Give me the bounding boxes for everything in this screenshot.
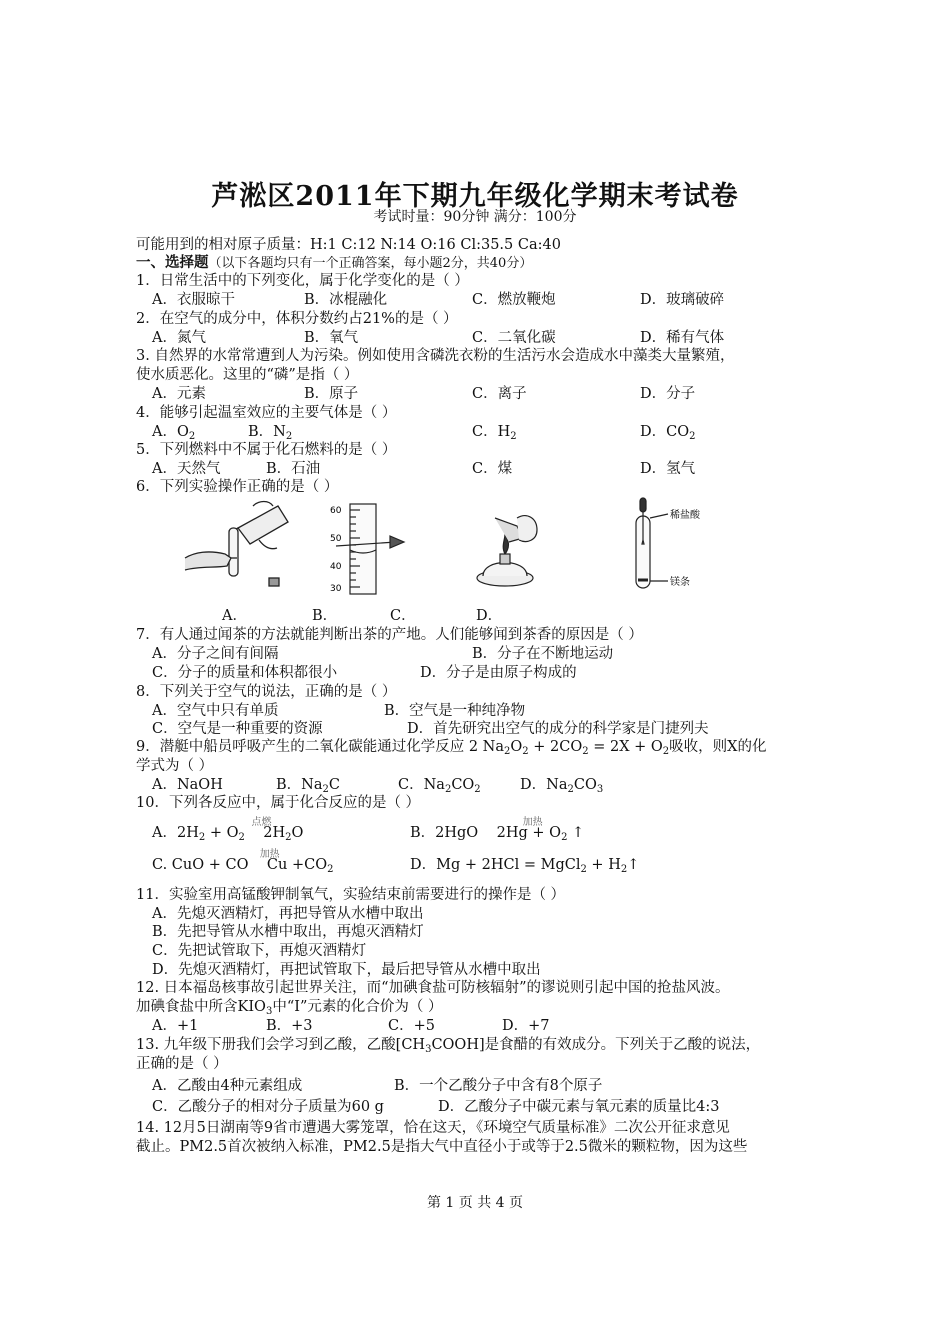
q5-option-b: B．石油 (266, 461, 321, 477)
page-title: 芦淞区2011年下期九年级化学期末考试卷 (211, 181, 739, 212)
q1-option-c: C．燃放鞭炮 (472, 292, 556, 308)
q8-option-b: B．空气是一种纯净物 (384, 703, 526, 719)
q3-stem-line1: 3. 自然界的水常常遭到人为污染。例如使用含磷洗衣粉的生活污水会造成水中藻类大量繁殖， (136, 348, 735, 364)
q7-option-c: C．分子的质量和体积都很小 (152, 665, 338, 681)
q4-option-a: A．$O_2$ (152, 424, 196, 442)
q10-option-d: D．Mg + 2HCl = MgCl$_2$ + $H_2↑$ (410, 857, 640, 875)
q10-option-b: B．2HgO 加热 $2Hg + O_2$ ↑ (410, 824, 584, 842)
q10-a-condition: 点燃 (251, 817, 272, 828)
q7-option-d: D．分子是由原子构成的 (420, 665, 577, 681)
fig-a-pouring-illustration (183, 498, 293, 596)
q3-option-d: D．分子 (640, 386, 696, 402)
q13-option-b: B．一个乙酸分子中含有8个原子 (394, 1078, 603, 1094)
q12-stem-line1: 12. 日本福岛核事故引起世界关注，而“加碘食盐可防核辐射”的谬说则引起中国的抢盐风波。 (136, 980, 730, 996)
q9-stem-line2: 学式为（ ） (136, 758, 214, 774)
q6-option-a: A． (222, 608, 247, 624)
q4-option-c: C．$H_2$ (472, 424, 517, 442)
fig-b-tick-40: 40 (330, 562, 342, 572)
q2-option-b: B．氧气 (304, 330, 359, 346)
section-title: 一、选择题 (136, 254, 209, 271)
fig-c-alcohol-lamp (465, 498, 555, 596)
q9-option-b: B．$Na_2C$ (276, 777, 340, 795)
q8-stem: 8．下列关于空气的说法，正确的是（ ） (136, 684, 397, 700)
q7-option-b: B．分子在不断地运动 (472, 646, 614, 662)
q11-option-d: D．先熄灭酒精灯，再把试管取下，最后把导管从水槽中取出 (152, 962, 541, 978)
q13-option-d: D．乙酸分子中碳元素与氧元素的质量比4:3 (438, 1099, 720, 1115)
q12-option-c: C．+5 (388, 1018, 435, 1034)
q9-option-c: C．$Na_2CO_2$ (398, 777, 481, 795)
fig-b-cylinder-reading (330, 496, 420, 596)
q7-option-a: A．分子之间有间隔 (152, 646, 279, 662)
q13-option-a: A．乙酸由4种元素组成 (152, 1078, 303, 1094)
q10-option-c: C. CuO + CO 加热 $Cu +CO_2$ (152, 856, 333, 874)
q2-option-a: A．氮气 (152, 330, 206, 346)
q13-option-c: C．乙酸分子的相对分子质量为60 g (152, 1099, 384, 1115)
q5-option-a: A．天然气 (152, 461, 221, 477)
q1-stem: 1．日常生活中的下列变化，属于化学变化的是（ ） (136, 273, 469, 289)
q12-option-a: A．+1 (152, 1018, 199, 1034)
page-footer: 第 1 页 共 4 页 (426, 1195, 524, 1211)
q14-stem-line2: 截止。PM2.5首次被纳入标准，PM2.5是指大气中直径小于或等于2.5微米的颗粒物，因为这些 (136, 1139, 748, 1155)
q4-option-d: D．$CO_2$ (640, 424, 696, 442)
q6-stem: 6．下列实验操作正确的是（ ） (136, 479, 339, 495)
q11-stem: 11．实验室用高锰酸钾制氧气，实验结束前需要进行的操作是（ ） (136, 887, 566, 903)
q10-b-condition: 加热 (522, 817, 543, 828)
q6-option-c: C． (390, 608, 416, 624)
fig-d-label-acid: 稀盐酸 (670, 510, 700, 521)
q9-option-a: A．NaOH (152, 777, 223, 793)
q6-figures (175, 496, 735, 606)
q3-stem-line2: 使水质恶化。这里的“磷”是指（ ） (136, 367, 359, 383)
q12-option-b: B．+3 (266, 1018, 313, 1034)
q5-option-d: D．氢气 (640, 461, 696, 477)
q11-option-b: B．先把导管从水槽中取出，再熄灭酒精灯 (152, 924, 424, 940)
q1-option-d: D．玻璃破碎 (640, 292, 725, 308)
q11-option-c: C．先把试管取下，再熄灭酒精灯 (152, 943, 367, 959)
q3-option-a: A．元素 (152, 386, 206, 402)
q1-option-b: B．冰棍融化 (304, 292, 388, 308)
q3-option-b: B．原子 (304, 386, 359, 402)
q10-option-a: A．$2H_2 + O_2$ 点燃 $2H_2O$ (152, 824, 303, 842)
q4-stem: 4．能够引起温室效应的主要气体是（ ） (136, 405, 397, 421)
q2-stem: 2．在空气的成分中，体积分数约占21%的是（ ） (136, 311, 458, 327)
fig-d-test-tube-dropper (620, 496, 730, 596)
q12-option-d: D．+7 (502, 1018, 550, 1034)
atomic-mass-line: 可能用到的相对原子质量：H:1 C:12 N:14 O:16 Cl:35.5 Ca:40 (136, 237, 561, 253)
q4-option-b: B．$N_2$ (248, 424, 293, 442)
fig-d-label-magnesium: 镁条 (670, 577, 690, 588)
q8-option-c: C．空气是一种重要的资源 (152, 721, 323, 737)
q7-stem: 7．有人通过闻茶的方法就能判断出茶的产地。人们能够闻到茶香的原因是（ ） (136, 627, 643, 643)
q10-c-condition: 加热 (259, 849, 280, 860)
q1-option-a: A．衣服晾干 (152, 292, 235, 308)
q2-option-d: D．稀有气体 (640, 330, 725, 346)
q13-stem-line2: 正确的是（ ） (136, 1056, 228, 1072)
q11-option-a: A．先熄灭酒精灯，再把导管从水槽中取出 (152, 906, 424, 922)
q8-option-a: A．空气中只有单质 (152, 703, 279, 719)
q5-option-c: C．煤 (472, 461, 513, 477)
fig-b-tick-30: 30 (330, 584, 342, 594)
q10-stem: 10．下列各反应中，属于化合反应的是（ ） (136, 795, 421, 811)
q14-stem-line1: 14. 12月5日湖南等9省市遭遇大雾笼罩，恰在这天，《环境空气质量标准》二次公开征求意见 (136, 1120, 730, 1136)
q9-stem-line1: 9．潜艇中船员呼吸产生的二氧化碳能通过化学反应 2 $Na_2O_2 + 2CO_2 = 2X + O_2$吸收，则X的化 (136, 739, 767, 757)
section-note: （以下各题均只有一个正确答案，每小题2分，共40分） (208, 256, 533, 271)
q12-stem-line2: 加碘食盐中所含$KIO_3$中“I”元素的化合价为（ ） (136, 999, 443, 1017)
fig-b-tick-50: 50 (330, 534, 342, 544)
q6-option-b: B． (312, 608, 338, 624)
q8-option-d: D．首先研究出空气的成分的科学家是门捷列夫 (407, 721, 709, 737)
q3-option-c: C．离子 (472, 386, 527, 402)
q5-stem: 5．下列燃料中不属于化石燃料的是（ ） (136, 442, 397, 458)
page-subtitle: 考试时量：90分钟 满分：100分 (373, 209, 577, 225)
q13-stem-line1: 13. 九年级下册我们会学习到乙酸，乙酸$[CH_3COOH]$是食醋的有效成分。下列关于乙酸的说法， (136, 1037, 761, 1055)
fig-b-tick-60: 60 (330, 506, 342, 516)
q9-option-d: D．$Na_2CO_3$ (520, 777, 604, 795)
q2-option-c: C．二氧化碳 (472, 330, 556, 346)
section-heading (136, 254, 532, 273)
q6-option-d: D． (476, 608, 503, 624)
